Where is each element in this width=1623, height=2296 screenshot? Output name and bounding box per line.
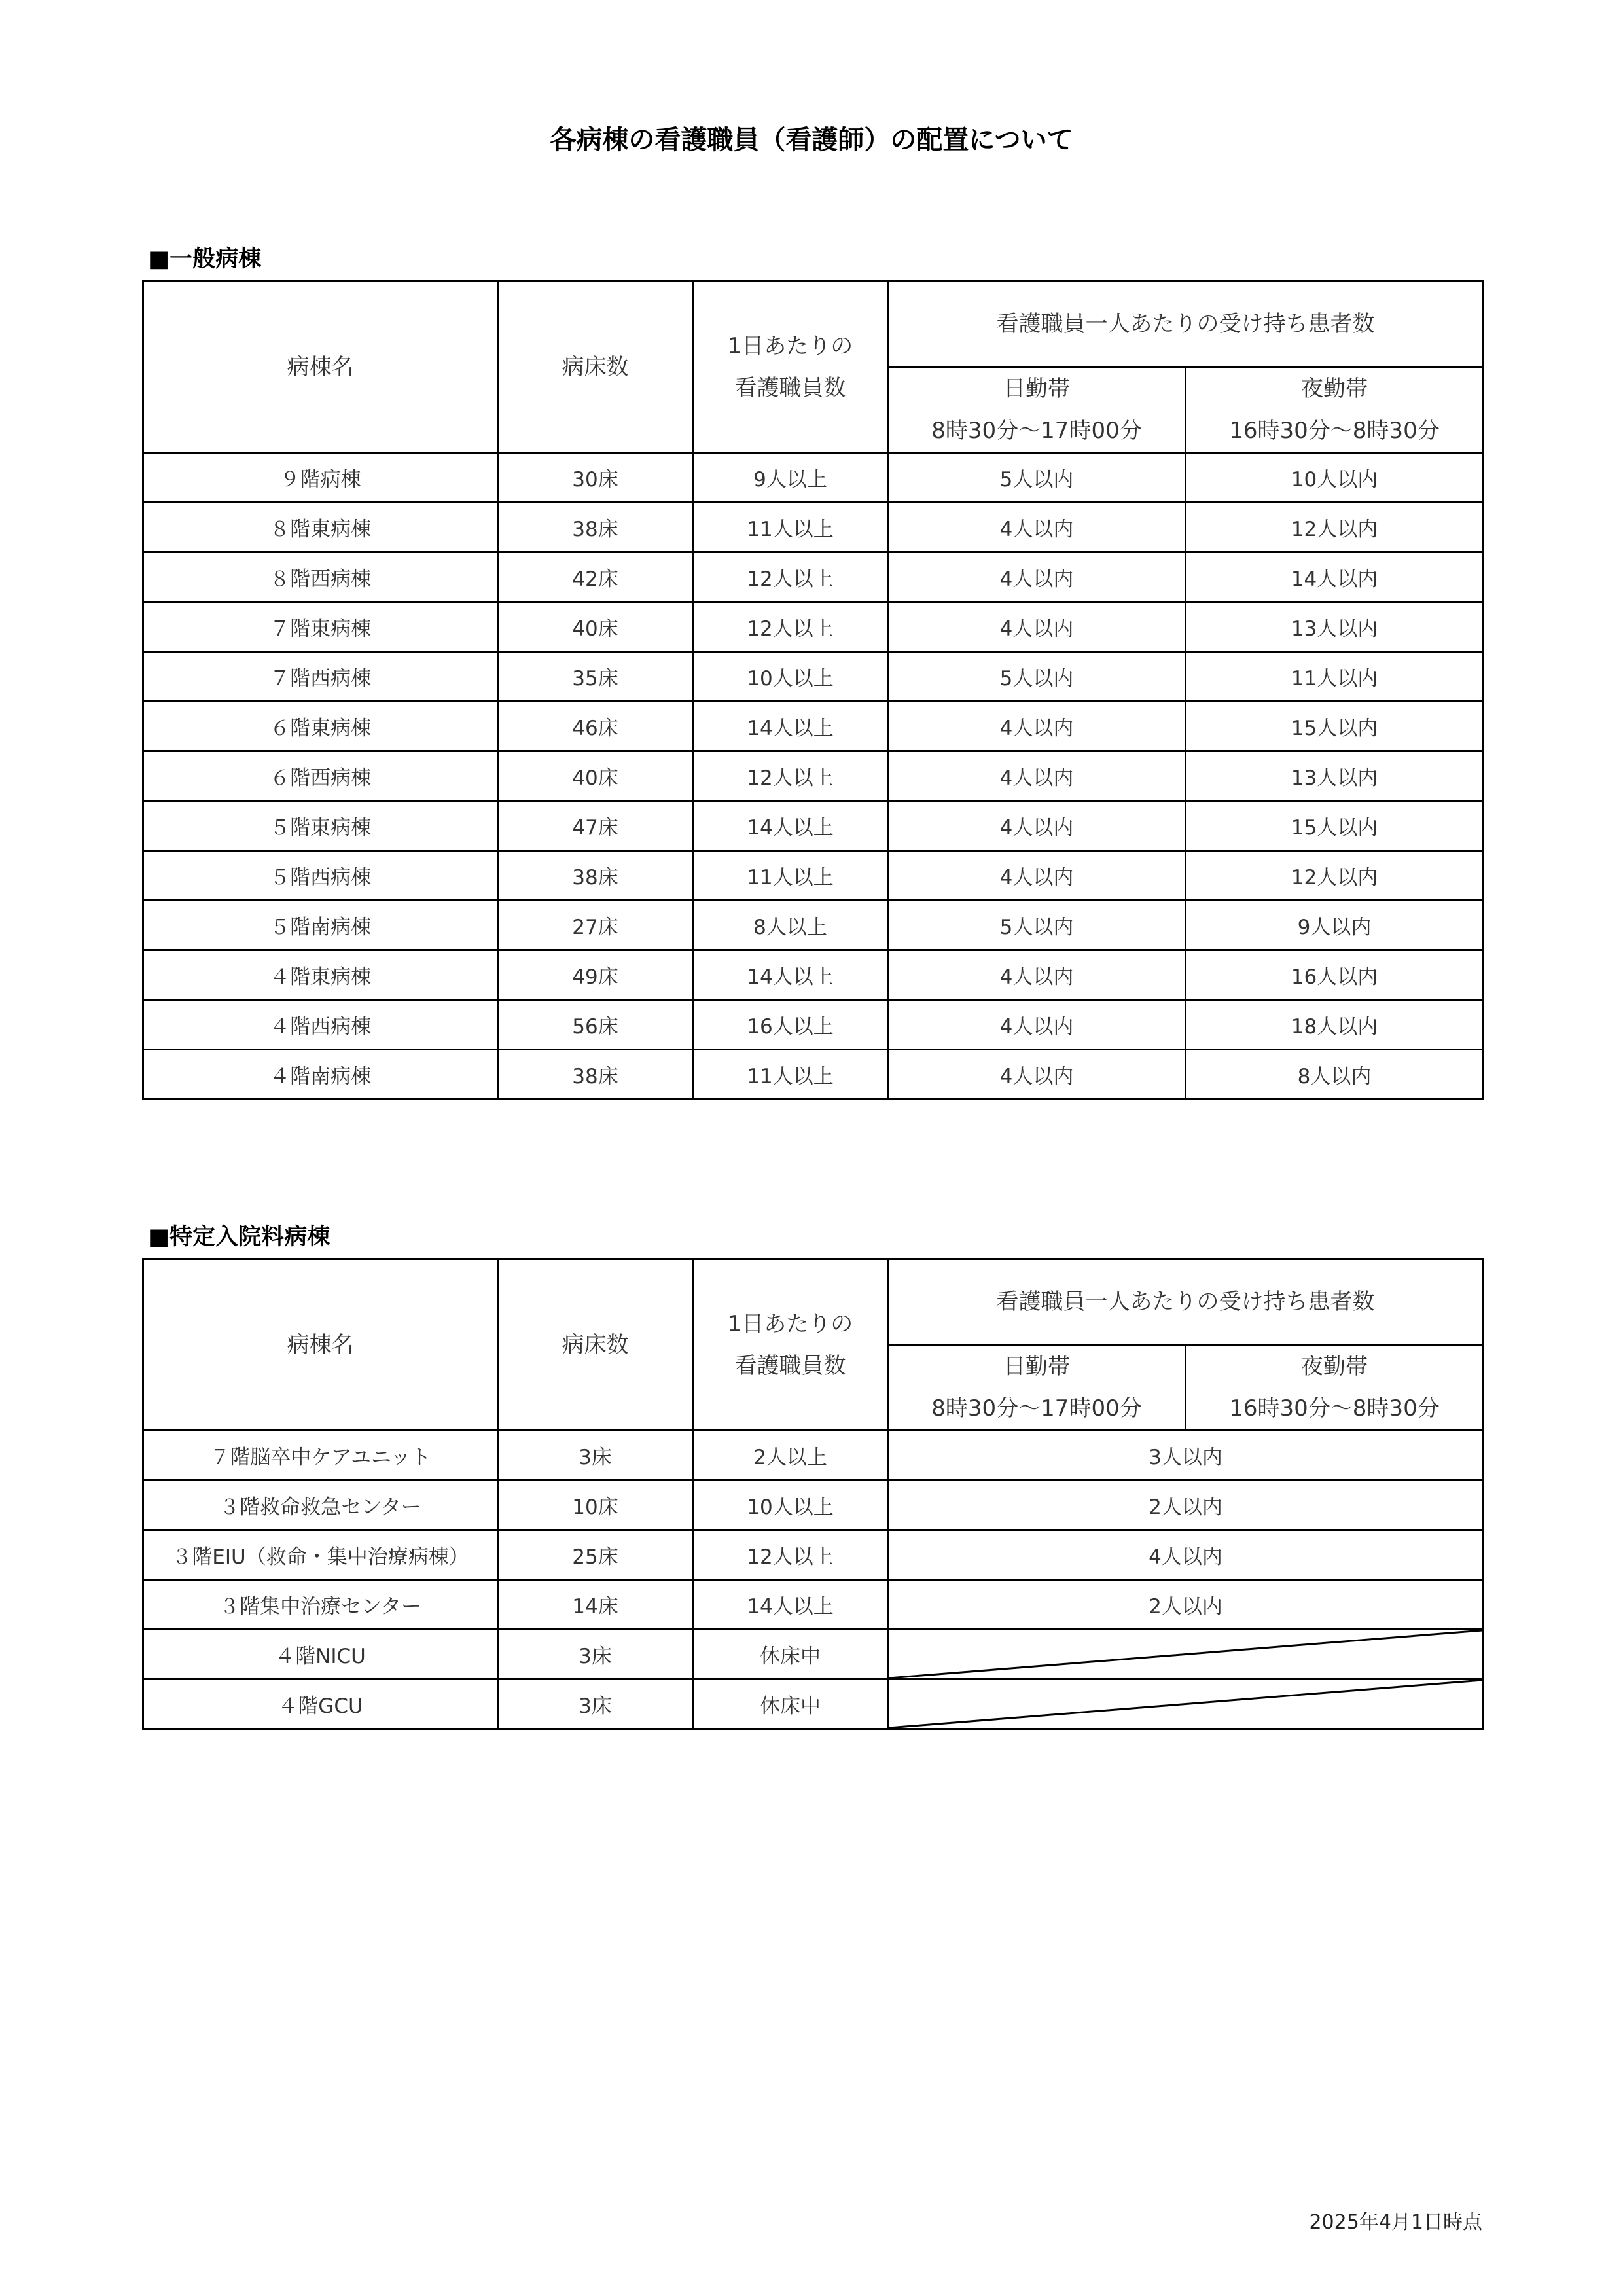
night-shift-cell: 18人以内 [1186, 1000, 1484, 1050]
as-of-date: 2025年4月1日時点 [1309, 2211, 1482, 2234]
day-shift-cell: 4人以内 [888, 1050, 1186, 1100]
ward-name-cell: ４階GCU [143, 1679, 498, 1729]
header-day-shift-label: 日勤帯 [1003, 376, 1070, 402]
ward-name-cell: ７階東病棟 [143, 602, 498, 652]
ward-name-cell: ４階東病棟 [143, 950, 498, 1000]
day-shift-cell: 4人以内 [888, 851, 1186, 901]
header-daily-staff [693, 281, 888, 453]
patients-per-nurse-cell: 2人以内 [888, 1580, 1484, 1630]
beds-cell: 56床 [498, 1000, 693, 1050]
table-row [143, 1000, 1484, 1050]
ward-name-cell: ４階NICU [143, 1630, 498, 1679]
night-shift-cell: 13人以内 [1186, 602, 1484, 652]
beds-cell: 3床 [498, 1679, 693, 1729]
staff-cell: 12人以上 [693, 602, 888, 652]
day-shift-cell: 4人以内 [888, 702, 1186, 751]
night-shift-cell: 9人以内 [1186, 901, 1484, 950]
header-night-shift-hours: 16時30分～8時30分 [1229, 418, 1440, 444]
table-row [143, 801, 1484, 851]
header-daily-staff-line1: 1日あたりの [727, 1310, 853, 1337]
ward-name-cell: ９階病棟 [143, 453, 498, 503]
header-patients-per-nurse: 看護職員一人あたりの受け持ち患者数 [888, 281, 1484, 367]
night-shift-cell: 12人以内 [1186, 503, 1484, 552]
ward-name-cell: ７階脳卒中ケアユニット [143, 1431, 498, 1480]
header-beds: 病床数 [498, 1259, 693, 1431]
day-shift-cell: 4人以内 [888, 552, 1186, 602]
table-header-row [143, 1259, 1484, 1345]
header-day-shift [888, 1345, 1186, 1431]
header-beds: 病床数 [498, 281, 693, 453]
beds-cell: 25床 [498, 1530, 693, 1580]
staff-cell: 9人以上 [693, 453, 888, 503]
diagonal-slash [889, 1630, 1482, 1678]
diagonal-slash [889, 1680, 1482, 1728]
staff-cell: 12人以上 [693, 751, 888, 801]
beds-cell: 42床 [498, 552, 693, 602]
night-shift-cell: 16人以内 [1186, 950, 1484, 1000]
header-day-shift-label: 日勤帯 [1003, 1354, 1070, 1380]
day-shift-cell: 5人以内 [888, 901, 1186, 950]
header-night-shift [1186, 1345, 1484, 1431]
staff-cell: 14人以上 [693, 1580, 888, 1630]
header-day-shift [888, 367, 1186, 453]
ward-name-cell: ６階東病棟 [143, 702, 498, 751]
beds-cell: 40床 [498, 602, 693, 652]
not-applicable-cell [888, 1630, 1484, 1679]
beds-cell: 38床 [498, 1050, 693, 1100]
patients-per-nurse-cell: 4人以内 [888, 1530, 1484, 1580]
general-ward-table [142, 280, 1484, 1100]
specific-ward-heading: ■特定入院料病棟 [148, 1224, 330, 1250]
staff-cell: 11人以上 [693, 851, 888, 901]
beds-cell: 46床 [498, 702, 693, 751]
night-shift-cell: 13人以内 [1186, 751, 1484, 801]
table-row [143, 1480, 1484, 1530]
beds-cell: 3床 [498, 1630, 693, 1679]
patients-per-nurse-cell: 2人以内 [888, 1480, 1484, 1530]
table-row [143, 1050, 1484, 1100]
header-patients-per-nurse: 看護職員一人あたりの受け持ち患者数 [888, 1259, 1484, 1345]
table-header-row [143, 281, 1484, 367]
ward-name-cell: ７階西病棟 [143, 652, 498, 702]
table-row [143, 1580, 1484, 1630]
page-title: 各病棟の看護職員（看護師）の配置について [550, 125, 1073, 155]
night-shift-cell: 11人以内 [1186, 652, 1484, 702]
header-daily-staff-line1: 1日あたりの [727, 332, 853, 359]
staff-cell: 14人以上 [693, 801, 888, 851]
beds-cell: 14床 [498, 1580, 693, 1630]
beds-cell: 40床 [498, 751, 693, 801]
beds-cell: 38床 [498, 851, 693, 901]
night-shift-cell: 14人以内 [1186, 552, 1484, 602]
beds-cell: 38床 [498, 503, 693, 552]
table-row [143, 1530, 1484, 1580]
header-day-shift-hours: 8時30分～17時00分 [931, 418, 1142, 444]
table-row [143, 950, 1484, 1000]
header-ward-name: 病棟名 [143, 1259, 498, 1431]
ward-name-cell: ５階東病棟 [143, 801, 498, 851]
table-row [143, 851, 1484, 901]
night-shift-cell: 12人以内 [1186, 851, 1484, 901]
staff-cell: 2人以上 [693, 1431, 888, 1480]
staff-cell: 11人以上 [693, 503, 888, 552]
header-daily-staff-line2: 看護職員数 [734, 1352, 846, 1379]
ward-name-cell: ３階EIU（救命・集中治療病棟） [143, 1530, 498, 1580]
day-shift-cell: 4人以内 [888, 503, 1186, 552]
general-ward-heading: ■一般病棟 [148, 246, 262, 272]
staff-cell: 8人以上 [693, 901, 888, 950]
staff-cell: 16人以上 [693, 1000, 888, 1050]
day-shift-cell: 4人以内 [888, 1000, 1186, 1050]
ward-name-cell: ８階西病棟 [143, 552, 498, 602]
beds-cell: 47床 [498, 801, 693, 851]
table-row [143, 453, 1484, 503]
header-daily-staff [693, 1259, 888, 1431]
beds-cell: 3床 [498, 1431, 693, 1480]
day-shift-cell: 4人以内 [888, 950, 1186, 1000]
header-night-shift-label: 夜勤帯 [1301, 376, 1368, 402]
staff-cell: 11人以上 [693, 1050, 888, 1100]
staff-cell: 14人以上 [693, 702, 888, 751]
table-row [143, 901, 1484, 950]
day-shift-cell: 5人以内 [888, 652, 1186, 702]
not-applicable-cell [888, 1679, 1484, 1729]
patients-per-nurse-cell: 3人以内 [888, 1431, 1484, 1480]
staff-cell: 14人以上 [693, 950, 888, 1000]
specific-ward-table [142, 1258, 1484, 1730]
table-row [143, 1679, 1484, 1729]
beds-cell: 49床 [498, 950, 693, 1000]
table-row [143, 503, 1484, 552]
ward-name-cell: ４階西病棟 [143, 1000, 498, 1050]
ward-name-cell: ３階集中治療センター [143, 1580, 498, 1630]
header-day-shift-hours: 8時30分～17時00分 [931, 1395, 1142, 1422]
ward-name-cell: ６階西病棟 [143, 751, 498, 801]
ward-name-cell: ８階東病棟 [143, 503, 498, 552]
day-shift-cell: 4人以内 [888, 751, 1186, 801]
table-row [143, 751, 1484, 801]
night-shift-cell: 8人以内 [1186, 1050, 1484, 1100]
staff-cell: 12人以上 [693, 552, 888, 602]
night-shift-cell: 15人以内 [1186, 702, 1484, 751]
day-shift-cell: 5人以内 [888, 453, 1186, 503]
header-daily-staff-line2: 看護職員数 [734, 374, 846, 401]
staff-cell: 休床中 [693, 1679, 888, 1729]
ward-name-cell: ３階救命救急センター [143, 1480, 498, 1530]
table-row [143, 602, 1484, 652]
beds-cell: 27床 [498, 901, 693, 950]
table-row [143, 552, 1484, 602]
header-night-shift-hours: 16時30分～8時30分 [1229, 1395, 1440, 1422]
table-row [143, 702, 1484, 751]
header-night-shift [1186, 367, 1484, 453]
staff-cell: 休床中 [693, 1630, 888, 1679]
staff-cell: 12人以上 [693, 1530, 888, 1580]
day-shift-cell: 4人以内 [888, 602, 1186, 652]
ward-name-cell: ５階南病棟 [143, 901, 498, 950]
staff-cell: 10人以上 [693, 1480, 888, 1530]
day-shift-cell: 4人以内 [888, 801, 1186, 851]
beds-cell: 30床 [498, 453, 693, 503]
night-shift-cell: 10人以内 [1186, 453, 1484, 503]
ward-name-cell: ５階西病棟 [143, 851, 498, 901]
ward-name-cell: ４階南病棟 [143, 1050, 498, 1100]
table-row [143, 652, 1484, 702]
table-row [143, 1630, 1484, 1679]
beds-cell: 10床 [498, 1480, 693, 1530]
beds-cell: 35床 [498, 652, 693, 702]
header-ward-name: 病棟名 [143, 281, 498, 453]
table-row [143, 1431, 1484, 1480]
header-night-shift-label: 夜勤帯 [1301, 1354, 1368, 1380]
night-shift-cell: 15人以内 [1186, 801, 1484, 851]
staff-cell: 10人以上 [693, 652, 888, 702]
